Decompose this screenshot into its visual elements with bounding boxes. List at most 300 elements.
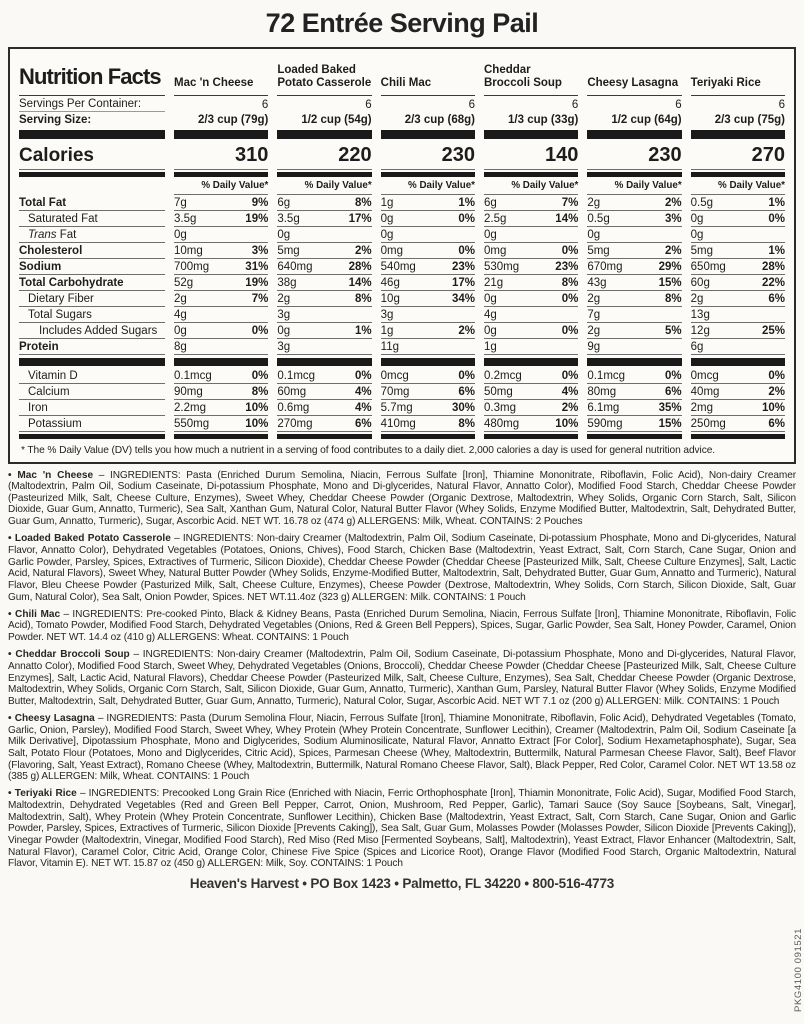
nutrient-dv-percent: 14% [555, 212, 579, 225]
nutrient-value-cell [174, 211, 268, 227]
nutrient-value-cell [691, 291, 785, 307]
nutrient-value-cell [691, 384, 785, 400]
nutrient-value-cell [174, 323, 268, 339]
nutrient-value-cell [484, 400, 578, 416]
servings-per-container-value: 6 [261, 99, 269, 111]
divider-bar [19, 172, 165, 177]
nutrient-dv-percent: 0% [665, 369, 682, 382]
nutrient-amount: 5mg [587, 244, 610, 257]
nutrient-dv-percent: 23% [555, 260, 579, 273]
nutrient-dv-percent: 2% [665, 196, 682, 209]
nutrient-amount: 0.1mcg [587, 369, 626, 382]
nutrient-amount: 12g [690, 324, 710, 337]
daily-value-header: % Daily Value* [277, 179, 371, 195]
nutrient-value-cell [174, 275, 268, 291]
package-code: PKG4100 091521 [793, 928, 804, 1012]
nutrient-row-label: Dietary Fiber [19, 291, 165, 307]
divider-bar [174, 434, 268, 439]
nutrient-amount: 2mg [690, 401, 714, 414]
serving-size-value: 2/3 cup (68g) [404, 114, 475, 126]
nutrient-value-cell [691, 416, 785, 432]
nutrient-amount: 6g [277, 196, 291, 209]
nutrient-value-cell [691, 195, 785, 211]
nutrient-row-label: Saturated Fat [19, 211, 165, 227]
nutrient-dv-percent: 29% [658, 260, 682, 273]
nutrient-dv-percent: 8% [355, 196, 372, 209]
ingredient-paragraph: • Cheddar Broccoli Soup – INGREDIENTS: Non-dairy Creamer (Maltodextrin, Palm Oil, Sodium Caseinate, Di-potassium Phosphate, Mono and Di-glycerides, Natural Flavor, Annatto Color), Modified Food Starch, Sweet Whey, Dehydrated Vegetables (Onions, Broccoli), Cheddar Cheese Powder (Cheddar Cheese [Pasteurized Milk, Salt, Cheese Culture Enzymes], Salt, Lactic Acid, Natural Flavors), Cheddar Cheese Powder (Pasteurized Milk, Salt, Cheese Culture, Enzymes), Sea Salt, Cheddar Cheese Powder (Organic Dextrose, Maltodextrin, Whey Solids, Organic Corn Starch, Salt, Silicon Dioxide, Guar Gum, Annatto, Turmeric), Xanthan Gum, Parsley, Natural Butter Flavor (Whey Solids, Enzyme Modified Butter, Maltodextrin, Salt, Dehydrated Butter, Guar Gum, Annatto, Turmeric), Natural Color, Sugar, Ascorbic Acid. NET WT 7.1 oz (200 g) ALLERGEN: Milk. CONTAINS: 1 Pouch [8, 649, 796, 707]
divider-bar [277, 358, 371, 366]
servings-per-container-label: Servings Per Container: [19, 96, 165, 112]
nutrient-amount: 3.5g [174, 212, 197, 225]
nutrient-dv-percent: 8% [355, 292, 372, 305]
nutrient-amount: 0g [174, 324, 187, 337]
nutrient-amount: 640mg [277, 260, 313, 273]
ingredient-product-name: • Cheddar Broccoli Soup [8, 649, 130, 661]
nutrient-dv-percent: 3% [665, 212, 682, 225]
nutrient-amount: 21g [484, 276, 504, 289]
nutrient-row-label: Trans Fat [19, 227, 165, 243]
nutrient-value-cell [587, 400, 681, 416]
nutrient-value-cell [381, 323, 475, 339]
nutrient-dv-percent: 10% [555, 417, 579, 430]
divider-bar [381, 434, 475, 439]
calories-value: 230 [381, 141, 475, 170]
nutrient-dv-percent: 8% [561, 276, 579, 289]
nutrient-value-cell [587, 416, 681, 432]
nutrient-dv-percent: 0% [458, 212, 475, 225]
nutrient-value-cell [587, 227, 681, 243]
divider-bar [381, 172, 475, 177]
nutrient-amount: 6g [484, 196, 497, 209]
nutrient-amount: 5.7mg [380, 401, 413, 414]
nutrient-value-cell [174, 416, 268, 432]
nutrient-amount: 6g [690, 340, 704, 353]
footer-address: Heaven's Harvest • PO Box 1423 • Palmetto, FL 34220 • 800-516-4773 [189, 875, 615, 891]
nutrient-dv-percent: 17% [451, 276, 475, 289]
nutrient-dv-percent: 0% [768, 212, 785, 225]
nutrient-amount: 0.5g [690, 196, 714, 209]
nutrient-amount: 0g [174, 228, 187, 241]
nutrient-dv-percent: 4% [561, 385, 579, 398]
nutrient-amount: 80mg [587, 385, 617, 398]
nutrient-value-cell [277, 339, 371, 355]
divider-bar [381, 130, 475, 139]
nutrient-value-cell [381, 227, 475, 243]
nutrient-value-cell [484, 416, 578, 432]
nutrient-dv-percent: 2% [768, 385, 785, 398]
nutrient-amount: 7g [587, 308, 601, 321]
nutrient-amount: 6.1mg [587, 401, 620, 414]
divider-bar [277, 130, 371, 139]
divider-bar [691, 172, 785, 177]
nutrient-row-label: Calcium [19, 384, 165, 400]
nutrient-value-cell [587, 195, 681, 211]
nutrient-dv-percent: 10% [245, 401, 269, 414]
calories-value: 270 [691, 141, 785, 170]
product-column-header: Teriyaki Rice [691, 61, 785, 96]
nutrient-amount: 0g [484, 292, 497, 305]
nutrient-value-cell [381, 368, 475, 384]
divider-bar [174, 130, 268, 139]
nutrient-amount: 8g [174, 340, 187, 353]
nutrient-amount: 0g [277, 324, 291, 337]
nutrient-amount: 0mcg [380, 369, 409, 382]
nutrient-value-cell [381, 291, 475, 307]
divider-bar [691, 130, 785, 139]
nutrient-dv-percent: 23% [451, 260, 475, 273]
nutrient-dv-percent: 6% [768, 292, 785, 305]
calories-value: 140 [484, 141, 578, 170]
nutrient-dv-percent: 1% [355, 324, 372, 337]
nutrient-dv-percent: 4% [355, 385, 372, 398]
nutrient-amount: 4g [484, 308, 497, 321]
nutrient-value-cell [277, 323, 371, 339]
nutrient-value-cell [484, 259, 578, 275]
serving-size-value: 2/3 cup (79g) [198, 114, 269, 126]
nutrient-amount: 0g [380, 228, 394, 241]
nutrient-amount: 7g [174, 196, 187, 209]
nutrient-dv-percent: 3% [251, 244, 269, 257]
nutrient-dv-percent: 6% [355, 417, 372, 430]
nutrient-amount: 0g [484, 324, 497, 337]
nutrient-dv-percent: 2% [458, 324, 475, 337]
servings-per-container-value: 6 [675, 99, 682, 111]
ingredient-product-name: • Mac 'n Cheese [8, 469, 94, 481]
nutrient-amount: 2.2mg [174, 401, 206, 414]
daily-value-header: % Daily Value* [484, 179, 578, 195]
nutrient-dv-percent: 17% [348, 212, 372, 225]
nutrient-amount: 1g [380, 324, 394, 337]
divider-bar [691, 434, 785, 439]
nutrient-amount: 590mg [587, 417, 623, 430]
nutrient-amount: 1g [484, 340, 497, 353]
page-title: 72 Entrée Serving Pail [265, 8, 539, 38]
nutrient-value-cell [277, 416, 371, 432]
nutrient-amount: 700mg [174, 260, 210, 273]
nutrient-dv-percent: 0% [458, 244, 475, 257]
nutrient-dv-percent: 25% [761, 324, 785, 337]
nutrition-facts-panel [8, 47, 796, 464]
servings-per-container-value: 6 [571, 99, 579, 111]
ingredients-section [8, 470, 796, 871]
nutrient-dv-percent: 6% [458, 385, 475, 398]
nutrient-amount: 5mg [690, 244, 714, 257]
product-column-header: Chili Mac [381, 61, 475, 96]
divider-bar [174, 358, 268, 366]
nutrient-dv-percent: 7% [251, 292, 269, 305]
nutrient-row-label: Total Carbohydrate [19, 275, 165, 291]
nutrient-amount: 52g [174, 276, 194, 289]
nutrient-amount: 60g [690, 276, 710, 289]
ingredient-paragraph: • Chili Mac – INGREDIENTS: Pre-cooked Pinto, Black & Kidney Beans, Pasta (Enriched Durum Semolina, Niacin, Ferrous Sulfate [Iron], Thiamine Mononitrate, Riboflavin, Folic Acid), Tomato Powder, Modified Food Starch, Dehydrated Vegetables (Onions, Red & Green Bell Peppers), Spices, Sugar, Garlic Powder, Sea Salt, Honey Powder, Caramel, Onion Powder. NET WT. 14.4 oz (410 g) ALLERGENS: Wheat. CONTAINS: 1 Pouch [8, 608, 796, 644]
nutrient-value-cell [484, 195, 578, 211]
nutrient-dv-percent: 22% [761, 276, 785, 289]
nutrient-value-cell [484, 339, 578, 355]
nutrient-amount: 3g [277, 340, 291, 353]
nutrient-amount: 0g [484, 228, 497, 241]
product-column-header: Cheddar Broccoli Soup [484, 61, 578, 96]
nutrient-value-cell [277, 368, 371, 384]
nutrient-amount: 0g [587, 228, 601, 241]
servings-per-container-value: 6 [778, 99, 785, 111]
nutrient-amount: 250mg [690, 417, 726, 430]
nutrient-amount: 40mg [690, 385, 720, 398]
product-column-header: Mac 'n Cheese [174, 61, 268, 96]
nutrient-value-cell [484, 275, 578, 291]
nutrient-value-cell [381, 259, 475, 275]
nutrient-dv-percent: 0% [561, 369, 579, 382]
nutrient-amount: 0.6mg [277, 401, 310, 414]
nutrient-value-cell [484, 368, 578, 384]
nutrient-value-cell [484, 384, 578, 400]
nutrient-value-cell [174, 368, 268, 384]
nutrient-row-label: Vitamin D [19, 368, 165, 384]
divider-bar [587, 130, 681, 139]
nutrient-value-cell [381, 211, 475, 227]
nutrient-value-cell [691, 339, 785, 355]
nutrient-amount: 0g [277, 228, 291, 241]
ingredient-paragraph: • Loaded Baked Potato Casserole – INGREDIENTS: Non-dairy Creamer (Maltodextrin, Palm Oil, Sodium Caseinate, Di-potassium Phosphate, Mono and Di-glycerides, Natural Flavor, Annatto Color), Dehydrated Vegetables (Potatoes, Onions, Chives), Food Starch, Chicken Base (Maltodextrin, Yeast Extract, Salt, Corn Starch, Cane Sugar, Onion and Garlic Powder, Parsley, Spices, Extractives of Turmeric, Silicon Dioxide), Cheddar Cheese Powder (Cheddar Cheese [Pasteurized Milk, Salt, Cheese Culture Enzymes], Salt, Lactic Acid, Natural Flavors), Sweet Whey, Natural Butter Powder (Whey Solids, Enzyme-Modified Butter, Maltodextrin, Salt, Dehydrated Butter, Guar Gum, Annatto and Turmeric), Natural Flavor, Bleu Cheese Powder (Pasturized Milk, Salt, Cheese Culture, Enzymes), Cheese Powder (Dextrose, Maltodextrin, Whey Solids, Corn Starch, Silicon Dioxide, Salt, Guar Gum, Natural Color), Sea Salt, Onion Powder, Spices. NET WT.11.4oz (323 g) ALLERGEN: Milk. CONTAINS: 1 Pouch [8, 533, 797, 603]
divider-bar [484, 130, 578, 139]
divider-bar [587, 434, 681, 439]
serving-size-value: 1/3 cup (33g) [508, 114, 579, 126]
nutrient-amount: 43g [587, 276, 607, 289]
nutrient-row-label: Total Fat [19, 195, 165, 211]
nutrient-value-cell [174, 384, 268, 400]
ingredient-product-name: • Loaded Baked Potato Casserole [8, 533, 171, 545]
nutrient-amount: 60mg [277, 385, 307, 398]
divider-bar [484, 358, 578, 366]
nutrient-amount: 13g [690, 308, 710, 321]
calories-value: 220 [277, 141, 371, 170]
nutrient-value-cell [277, 243, 371, 259]
nutrient-value-cell [484, 243, 578, 259]
nutrient-row-label: Potassium [19, 416, 165, 432]
nutrient-dv-percent: 15% [658, 417, 682, 430]
nutrient-value-cell [587, 259, 681, 275]
nutrient-dv-percent: 8% [665, 292, 682, 305]
product-column-header: Cheesy Lasagna [587, 61, 681, 96]
nutrient-amount: 10g [380, 292, 400, 305]
nutrient-dv-percent: 0% [768, 369, 785, 382]
nutrient-dv-percent: 7% [561, 196, 579, 209]
divider-bar [587, 358, 681, 366]
nutrient-amount: 0.1mcg [277, 369, 316, 382]
nutrient-value-cell [691, 307, 785, 323]
nutrient-amount: 0g [690, 228, 704, 241]
nutrient-value-cell [277, 384, 371, 400]
nutrient-dv-percent: 28% [761, 260, 785, 273]
nutrient-amount: 550mg [174, 417, 210, 430]
ingredient-paragraph: • Cheesy Lasagna – INGREDIENTS: Pasta (Durum Semolina Flour, Niacin, Ferrous Sulfate [Iron], Thiamine Mononitrate, Riboflavin, Folic Acid), Dehydrated Vegetables (Tomato, Garlic, Onion, Parsley), Modified Food Starch, Sweet Whey, Whey Protein (Whey Protein Concentrate, Sunflower Lecithin), Creamer (Maltodextrin, Palm Oil, Sodium Caseinate [a Milk Derivative], Dipotassium Phosphate, Mono and Diglycerides, Sodium Aluminosilicate, Natural Flavor, Annatto Extract [For Color], Sodium Hexametaphosphate), Sugar, Sea Salt, Potato Flour (Potatoes, Mono and Diglycerides, Citric Acid), Spices, Parmesan Cheese (Whey, Maltodextrin, Buttermilk, Natural Parmesan Cheese Flavor, Salt), Beef Flavor (Flavoring, Salt, Yeast Extract), Romano Cheese (Whey, Maltodextrin, Buttermilk, Natural Romano Cheese Flavor, Salt), Black Pepper, Red Color, Caramel Color. NET WT 13.58 oz (385 g) ALLERGEN: Milk, Wheat. CONTAINS: 1 Pouch [8, 712, 796, 783]
nutrient-amount: 1g [380, 196, 394, 209]
product-column-header: Loaded Baked Potato Casserole [277, 61, 371, 96]
nutrient-value-cell [381, 195, 475, 211]
servings-per-container-value: 6 [365, 99, 372, 111]
nutrient-value-cell [587, 307, 681, 323]
nutrient-value-cell [277, 400, 371, 416]
nutrient-value-cell [484, 307, 578, 323]
divider-bar [19, 434, 165, 439]
nutrient-amount: 0mg [380, 244, 404, 257]
nutrient-dv-percent: 0% [561, 244, 579, 257]
nutrient-value-cell [691, 275, 785, 291]
nutrient-value-cell [174, 259, 268, 275]
nutrient-dv-percent: 2% [561, 401, 579, 414]
nutrient-dv-percent: 30% [451, 401, 475, 414]
divider-bar [174, 172, 268, 177]
nutrient-dv-percent: 6% [665, 385, 682, 398]
nutrient-amount: 2g [174, 292, 187, 305]
nutrient-amount: 90mg [174, 385, 203, 398]
calories-label: Calories [19, 142, 165, 170]
nutrient-dv-percent: 5% [665, 324, 682, 337]
nutrient-value-cell [174, 307, 268, 323]
nutrient-amount: 46g [380, 276, 400, 289]
divider-bar [19, 358, 165, 366]
nutrient-amount: 0.5g [587, 212, 610, 225]
nutrient-dv-percent: 10% [245, 417, 269, 430]
nutrient-value-cell [484, 227, 578, 243]
nutrient-dv-percent: 19% [245, 212, 269, 225]
nutrient-dv-percent: 19% [245, 276, 269, 289]
nutrient-dv-percent: 8% [251, 385, 269, 398]
nutrient-value-cell [691, 400, 785, 416]
nutrient-dv-percent: 0% [251, 369, 269, 382]
nutrient-amount: 0.1mcg [174, 369, 212, 382]
nutrient-value-cell [691, 368, 785, 384]
nutrient-amount: 11g [380, 340, 399, 353]
ingredient-product-name: • Teriyaki Rice [8, 788, 77, 800]
nutrient-value-cell [484, 323, 578, 339]
daily-value-header: % Daily Value* [381, 179, 475, 195]
nutrient-amount: 540mg [380, 260, 416, 273]
nutrient-value-cell [174, 291, 268, 307]
nutrient-row-label: Iron [19, 400, 165, 416]
nutrient-row-label: Sodium [19, 259, 165, 275]
ingredient-product-name: • Cheesy Lasagna [8, 712, 95, 724]
nutrient-amount: 2g [587, 196, 601, 209]
nutrient-amount: 270mg [277, 417, 313, 430]
calories-value: 310 [174, 141, 268, 170]
nutrient-amount: 70mg [380, 385, 410, 398]
nutrient-amount: 50mg [484, 385, 513, 398]
nutrient-value-cell [277, 307, 371, 323]
nutrient-amount: 3g [277, 308, 291, 321]
nutrient-amount: 2g [690, 292, 704, 305]
nutrient-value-cell [174, 243, 268, 259]
nutrient-value-cell [174, 339, 268, 355]
divider-bar [691, 358, 785, 366]
nutrient-amount: 670mg [587, 260, 623, 273]
nutrient-dv-percent: 0% [458, 369, 475, 382]
nutrient-value-cell [381, 339, 475, 355]
divider-bar [19, 130, 165, 139]
nutrient-value-cell [277, 195, 371, 211]
nutrient-dv-percent: 2% [665, 244, 682, 257]
nutrient-value-cell [174, 227, 268, 243]
serving-size-value: 1/2 cup (54g) [301, 114, 372, 126]
nutrient-amount: 10mg [174, 244, 203, 257]
nutrient-dv-percent: 35% [658, 401, 682, 414]
nutrient-value-cell [381, 307, 475, 323]
nutrient-dv-percent: 1% [768, 244, 785, 257]
nutrient-dv-percent: 0% [251, 324, 269, 337]
nutrient-amount: 38g [277, 276, 297, 289]
nutrient-amount: 9g [587, 340, 601, 353]
divider-bar [587, 172, 681, 177]
nutrient-value-cell [174, 400, 268, 416]
nutrient-dv-percent: 8% [458, 417, 475, 430]
serving-size-value: 2/3 cup (75g) [714, 114, 785, 126]
nutrient-value-cell [691, 323, 785, 339]
ingredient-product-name: • Chili Mac [8, 608, 61, 620]
nutrient-row-label: Protein [19, 339, 165, 355]
nutrient-amount: 0mcg [690, 369, 719, 382]
nutrient-dv-percent: 0% [561, 324, 579, 337]
nutrient-dv-percent: 10% [761, 401, 785, 414]
nutrient-value-cell [587, 291, 681, 307]
nutrient-dv-percent: 34% [451, 292, 475, 305]
nutrient-value-cell [381, 416, 475, 432]
nutrient-dv-percent: 31% [245, 260, 269, 273]
nutrient-value-cell [587, 368, 681, 384]
nutrient-value-cell [587, 243, 681, 259]
divider-bar [277, 434, 371, 439]
nutrient-value-cell [277, 259, 371, 275]
nutrient-amount: 5mg [277, 244, 300, 257]
nutrient-value-cell [277, 291, 371, 307]
nutrient-dv-percent: 4% [355, 401, 372, 414]
daily-value-header: % Daily Value* [587, 179, 681, 195]
nutrient-dv-percent: 1% [458, 196, 475, 209]
nutrient-amount: 0mg [484, 244, 507, 257]
nutrient-amount: 410mg [380, 417, 416, 430]
nutrient-value-cell [587, 211, 681, 227]
nutrient-amount: 0g [690, 212, 704, 225]
nutrient-amount: 2.5g [484, 212, 507, 225]
nutrition-facts-heading: Nutrition Facts [19, 54, 165, 96]
nutrient-value-cell [587, 384, 681, 400]
nutrient-amount: 480mg [484, 417, 520, 430]
nutrient-amount: 530mg [484, 260, 520, 273]
nutrient-value-cell [691, 211, 785, 227]
nutrient-dv-percent: 6% [768, 417, 785, 430]
nutrition-facts-grid [19, 54, 785, 458]
nutrient-dv-percent: 0% [561, 292, 579, 305]
nutrient-row-label: Cholesterol [19, 243, 165, 259]
nutrient-dv-percent: 1% [768, 196, 785, 209]
nutrient-row-label: Total Sugars [19, 307, 165, 323]
nutrient-value-cell [691, 227, 785, 243]
nutrient-amount: 650mg [690, 260, 726, 273]
nutrient-dv-percent: 0% [355, 369, 372, 382]
nutrient-dv-percent: 2% [355, 244, 372, 257]
nutrient-value-cell [484, 291, 578, 307]
nutrient-value-cell [381, 400, 475, 416]
nutrient-value-cell [587, 323, 681, 339]
nutrient-value-cell [277, 275, 371, 291]
nutrient-amount: 4g [174, 308, 187, 321]
nutrient-value-cell [381, 384, 475, 400]
nutrient-dv-percent: 28% [348, 260, 372, 273]
nutrient-amount: 2g [587, 324, 601, 337]
nutrient-value-cell [381, 243, 475, 259]
divider-bar [484, 434, 578, 439]
nutrient-value-cell [174, 195, 268, 211]
daily-value-header: % Daily Value* [691, 179, 785, 195]
nutrient-value-cell [381, 275, 475, 291]
